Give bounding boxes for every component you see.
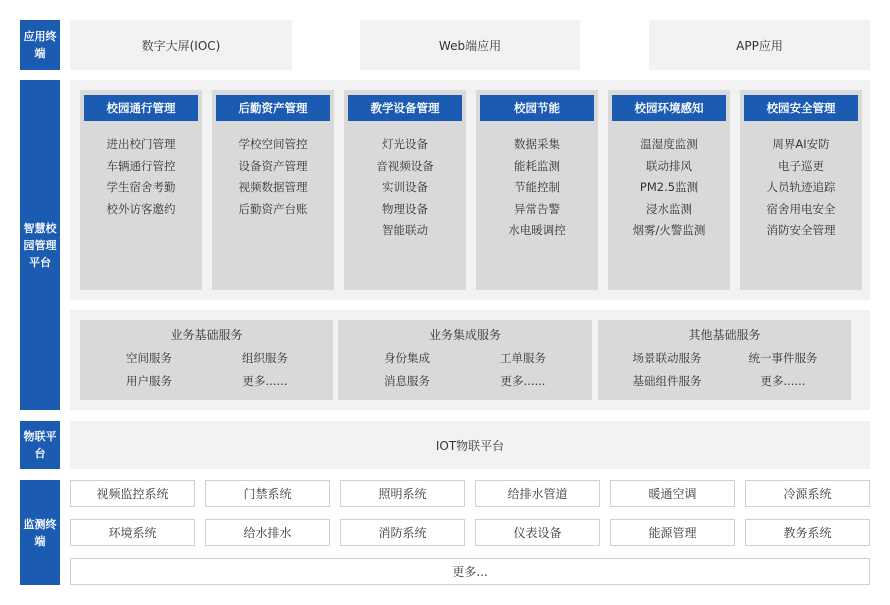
app-terminal-app: APP应用 <box>649 20 870 70</box>
app-terminal-ioc: 数字大屏(IOC) <box>70 20 292 70</box>
layer-label-iot: 物联平台 <box>20 421 60 469</box>
module-title: 教学设备管理 <box>348 95 462 121</box>
module-title: 后勤资产管理 <box>216 95 330 121</box>
module-item: 电子巡更 <box>778 158 824 173</box>
service-item: 更多...... <box>242 374 288 388</box>
service-group-title: 业务集成服务 <box>428 328 501 342</box>
layer-label-mgmt: 智慧校园管理平台 <box>20 80 60 410</box>
module-item: 进出校门管理 <box>106 137 176 151</box>
layer-label-monitor: 监测终端 <box>20 480 60 585</box>
module-item: 消防安全管理 <box>766 223 836 237</box>
monitor-system: 冷源系统 <box>745 480 870 507</box>
module-item: 能耗监测 <box>514 158 560 173</box>
services-area <box>70 310 870 410</box>
module-logistics-assets <box>212 90 334 290</box>
module-item: 音视频设备 <box>376 158 434 173</box>
monitor-system: 门禁系统 <box>205 480 330 507</box>
service-item: 消息服务 <box>384 374 430 388</box>
monitor-system: 环境系统 <box>70 519 195 546</box>
module-item: 水电暖调控 <box>508 223 566 237</box>
service-item: 更多...... <box>500 374 546 388</box>
monitor-system: 仪表设备 <box>475 519 600 546</box>
module-campus-security <box>740 90 862 290</box>
service-item: 场景联动服务 <box>632 351 702 365</box>
module-title: 校园通行管理 <box>84 95 198 121</box>
module-item: 校外访客邀约 <box>106 201 176 216</box>
module-campus-access <box>80 90 202 290</box>
module-item: 温湿度监测 <box>640 137 698 151</box>
service-item: 更多...... <box>760 374 806 388</box>
monitor-system: 视频监控系统 <box>70 480 195 507</box>
service-item: 身份集成 <box>384 351 430 365</box>
module-teaching-equipment <box>344 90 466 290</box>
module-item: 联动排风 <box>646 158 692 173</box>
module-title: 校园安全管理 <box>744 95 858 121</box>
monitor-system: 教务系统 <box>745 519 870 546</box>
monitor-system: 消防系统 <box>340 519 465 546</box>
module-item: 宿舍用电安全 <box>766 201 836 216</box>
module-item: 车辆通行管控 <box>106 158 176 173</box>
monitor-system: 给水排水 <box>205 519 330 546</box>
module-item: 灯光设备 <box>382 137 428 151</box>
module-item: 后勤资产台账 <box>238 201 308 216</box>
module-item: 设备资产管理 <box>238 158 308 173</box>
module-energy-saving <box>476 90 598 290</box>
monitor-system: 给排水管道 <box>475 480 600 507</box>
module-item: 异常告警 <box>514 201 560 216</box>
module-environment-sensing <box>608 90 730 290</box>
service-item: 基础组件服务 <box>632 374 702 388</box>
module-item: 节能控制 <box>514 180 560 194</box>
module-item: 智能联动 <box>382 223 428 237</box>
module-item: 人员轨迹追踪 <box>766 180 836 194</box>
module-item: 周界AI安防 <box>772 137 830 151</box>
module-item: 学生宿舍考勤 <box>106 180 176 194</box>
iot-platform: IOT物联平台 <box>70 421 870 469</box>
module-item: 学校空间管控 <box>238 137 308 151</box>
service-item: 空间服务 <box>126 351 172 365</box>
service-group-business-basic <box>80 320 333 400</box>
module-item: 视频数据管理 <box>238 180 308 194</box>
module-item: 数据采集 <box>514 137 560 151</box>
monitor-system: 照明系统 <box>340 480 465 507</box>
module-item: PM2.5监测 <box>639 180 699 194</box>
layer-label-app: 应用终端 <box>20 20 60 70</box>
service-item: 统一事件服务 <box>748 351 818 365</box>
service-item: 工单服务 <box>500 351 546 365</box>
service-item: 用户服务 <box>126 374 172 388</box>
module-title: 校园环境感知 <box>612 95 726 121</box>
service-group-business-integration <box>338 320 592 400</box>
service-group-title: 其他基础服务 <box>688 328 761 342</box>
monitor-system: 暖通空调 <box>610 480 735 507</box>
app-terminal-web: Web端应用 <box>360 20 580 70</box>
module-title: 校园节能 <box>480 95 594 121</box>
service-item: 组织服务 <box>242 351 288 365</box>
module-item: 浸水监测 <box>646 201 692 216</box>
service-group-other-basic <box>598 320 851 400</box>
module-item: 物理设备 <box>382 201 428 216</box>
service-group-title: 业务基础服务 <box>170 328 243 342</box>
monitor-more: 更多... <box>70 558 870 585</box>
module-item: 实训设备 <box>382 180 428 194</box>
monitor-system: 能源管理 <box>610 519 735 546</box>
module-item: 烟雾/火警监测 <box>632 223 706 237</box>
management-modules-area <box>70 80 870 300</box>
